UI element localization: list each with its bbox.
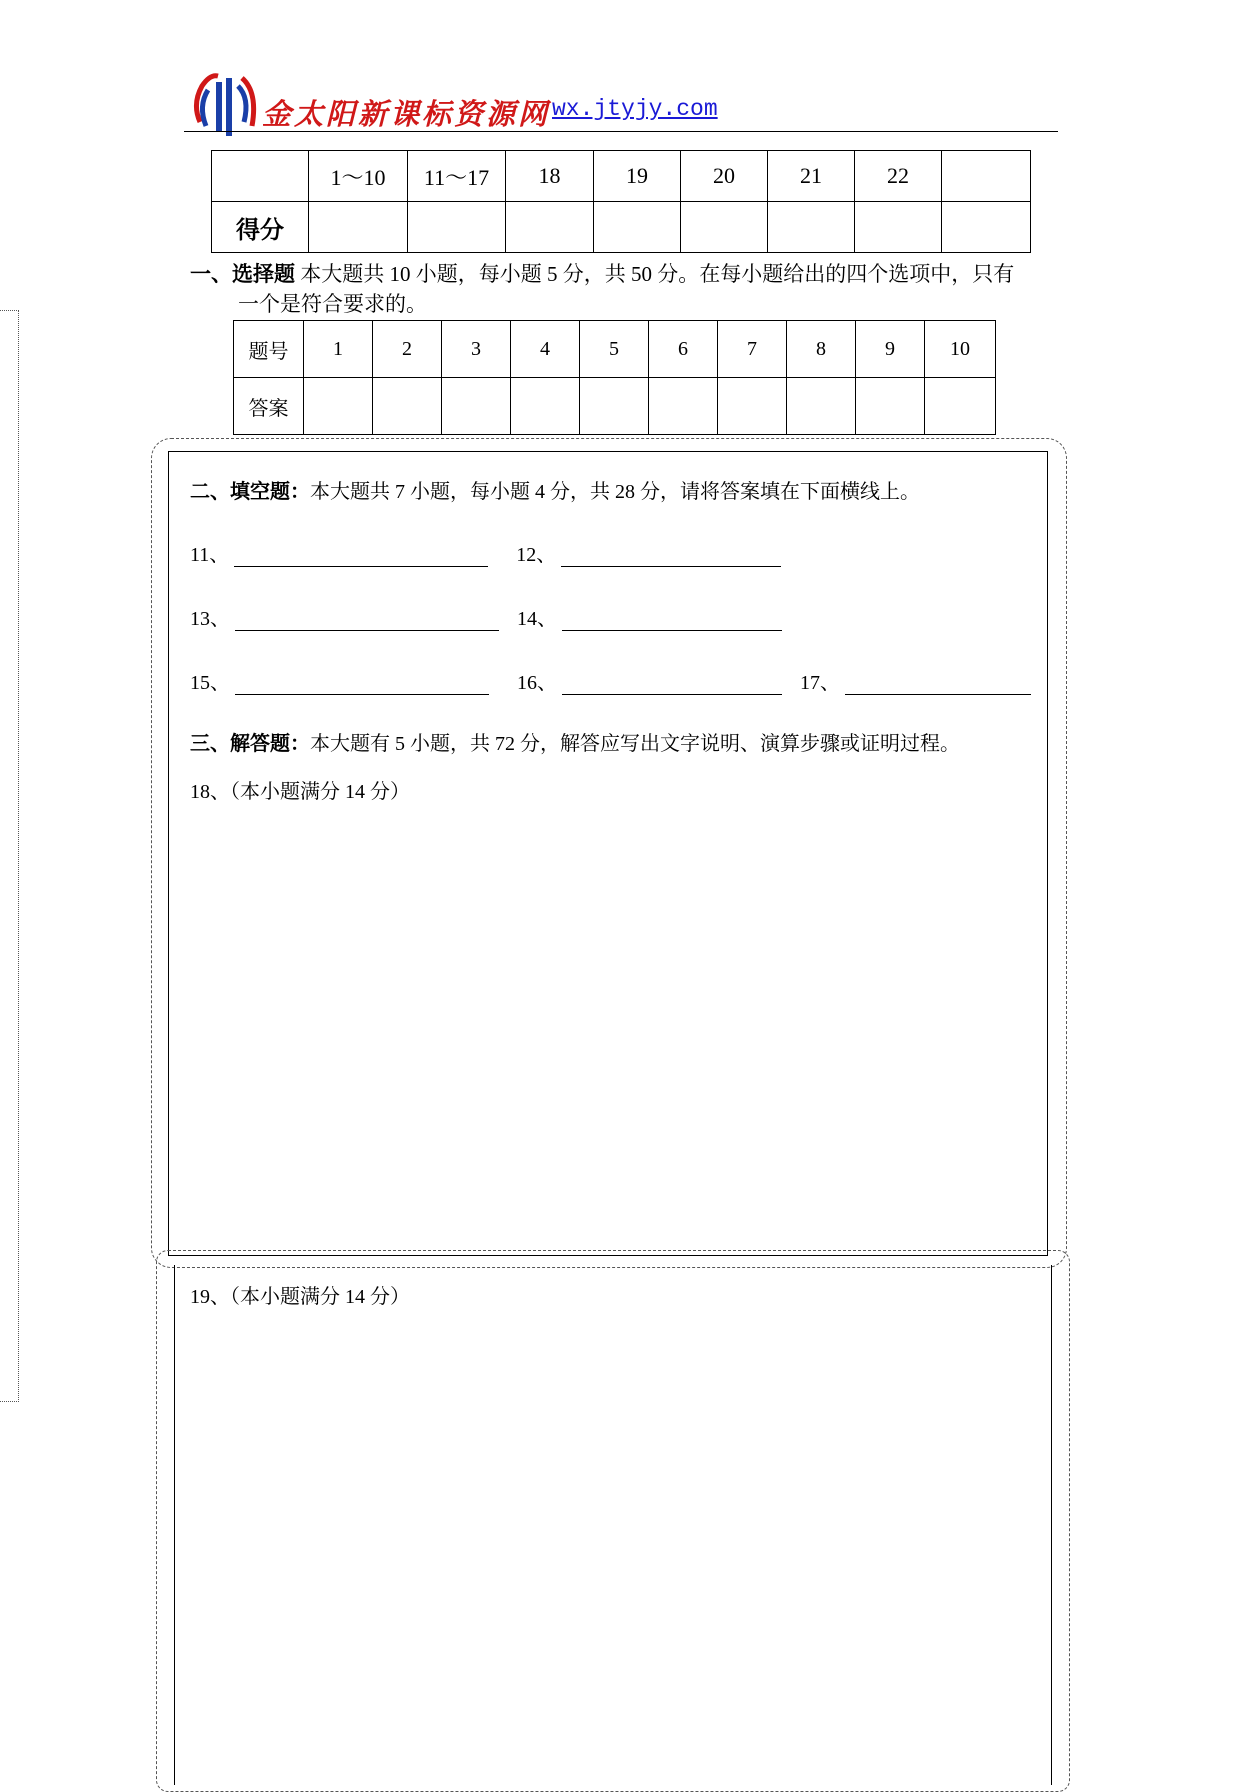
answer-cell[interactable] — [718, 378, 787, 435]
section1-text: 本大题共 10 小题，每小题 5 分，共 50 分。在每小题给出的四个选项中，只有 — [295, 262, 1015, 286]
answer-cell[interactable] — [925, 378, 996, 435]
binding-margin — [0, 310, 19, 1402]
blank-label-11: 11、 — [190, 544, 230, 566]
score-cell[interactable] — [594, 202, 681, 253]
question-number: 8 — [787, 321, 856, 378]
score-cell[interactable] — [855, 202, 942, 253]
site-link[interactable]: wx.jtyjy.com — [552, 96, 718, 122]
section3-label: 三、解答题： — [190, 731, 310, 755]
blank-16[interactable] — [562, 672, 782, 695]
section3-text: 本大题有 5 小题，共 72 分，解答应写出文字说明、演算步骤或证明过程。 — [310, 733, 960, 755]
score-header-cell: 22 — [855, 151, 942, 202]
question-number: 7 — [718, 321, 787, 378]
score-cell[interactable] — [408, 202, 506, 253]
answer-row-label: 题号 — [234, 321, 304, 378]
answer-row — [234, 378, 996, 435]
blank-row-2 — [190, 602, 782, 631]
score-cell[interactable] — [942, 202, 1031, 253]
answer-cell[interactable] — [856, 378, 925, 435]
blank-14[interactable] — [562, 608, 782, 631]
blank-label-14: 14、 — [517, 608, 557, 630]
blank-label-13: 13、 — [190, 608, 230, 630]
section1-text-line2: 一个是符合要求的。 — [238, 292, 427, 316]
score-row — [212, 202, 1031, 253]
answer-cell[interactable] — [787, 378, 856, 435]
answer-cell[interactable] — [580, 378, 649, 435]
question-19-answer-area[interactable] — [190, 1315, 1030, 1745]
blank-row-1 — [190, 538, 781, 567]
brand-name: 金太阳新课标资源网 — [262, 97, 551, 131]
section2-text: 本大题共 7 小题，每小题 4 分，共 28 分，请将答案填在下面横线上。 — [310, 481, 920, 503]
logo-icon — [190, 68, 258, 140]
answer-number-row — [234, 321, 996, 378]
blank-17[interactable] — [845, 672, 1031, 695]
question-number: 10 — [925, 321, 996, 378]
score-header-row — [212, 151, 1031, 202]
score-header-cell — [942, 151, 1031, 202]
score-header-cell: 19 — [594, 151, 681, 202]
section3-heading — [190, 727, 960, 756]
question-number: 3 — [442, 321, 511, 378]
blank-label-17: 17、 — [800, 672, 840, 694]
blank-13[interactable] — [235, 608, 499, 631]
section2-label: 二、填空题： — [190, 479, 310, 503]
answer-table — [233, 320, 996, 435]
section2-heading — [190, 475, 920, 504]
score-cell[interactable] — [506, 202, 594, 253]
blank-label-15: 15、 — [190, 672, 230, 694]
blank-12[interactable] — [561, 544, 781, 567]
blank-11[interactable] — [234, 544, 488, 567]
question-number: 9 — [856, 321, 925, 378]
score-header-cell: 21 — [768, 151, 855, 202]
blank-label-16: 16、 — [517, 672, 557, 694]
score-header-cell: 18 — [506, 151, 594, 202]
question-number: 6 — [649, 321, 718, 378]
question-18-title: 18、（本小题满分 14 分） — [190, 781, 410, 803]
answer-row-label: 答案 — [234, 378, 304, 435]
answer-cell[interactable] — [304, 378, 373, 435]
header-rule — [184, 131, 1058, 132]
answer-cell[interactable] — [649, 378, 718, 435]
score-header-cell: 11～17 — [408, 151, 506, 202]
answer-cell[interactable] — [373, 378, 442, 435]
question-number: 4 — [511, 321, 580, 378]
score-cell[interactable] — [768, 202, 855, 253]
question-number: 5 — [580, 321, 649, 378]
score-cell[interactable] — [681, 202, 768, 253]
question-number: 1 — [304, 321, 373, 378]
question-19-title: 19、（本小题满分 14 分） — [190, 1286, 410, 1308]
score-cell[interactable] — [309, 202, 408, 253]
blank-15[interactable] — [235, 672, 489, 695]
blank-row-3 — [190, 666, 1031, 695]
score-header-cell — [212, 151, 309, 202]
question-number: 2 — [373, 321, 442, 378]
answer-cell[interactable] — [511, 378, 580, 435]
question-18-answer-area[interactable] — [190, 810, 1030, 1230]
section1-label: 一、选择题 — [190, 262, 295, 286]
score-header-cell: 1～10 — [309, 151, 408, 202]
answer-cell[interactable] — [442, 378, 511, 435]
blank-label-12: 12、 — [516, 544, 557, 566]
section1-heading — [190, 257, 1014, 291]
score-table — [211, 150, 1031, 253]
score-header-cell: 20 — [681, 151, 768, 202]
score-row-label: 得分 — [212, 202, 309, 253]
